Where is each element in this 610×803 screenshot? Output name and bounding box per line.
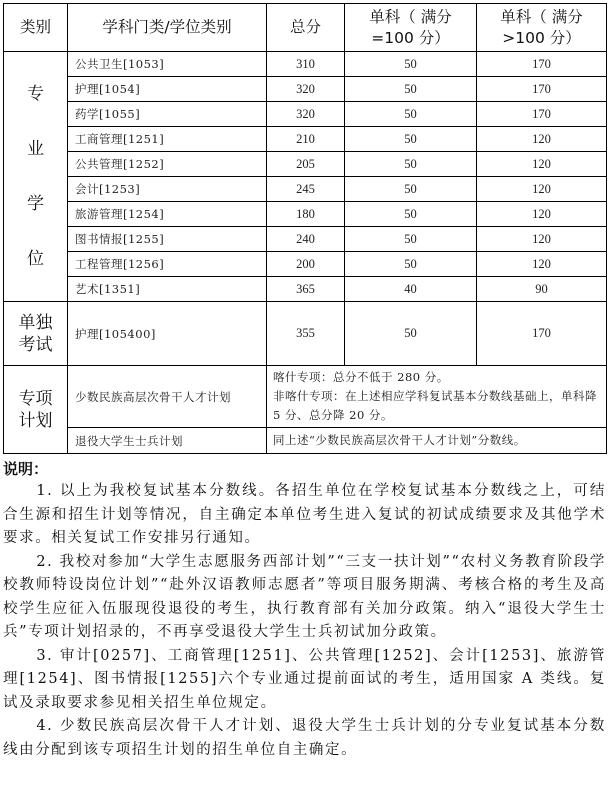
subject-cell: 公共卫生[1053] — [68, 52, 267, 77]
note-line: 非喀什专项：在上述相应学科复试基本分数线基础上，单科降 5 分、总分降 20 分。 — [273, 389, 597, 422]
single-100-cell: 50 — [345, 252, 477, 277]
subject-cell: 会计[1253] — [68, 177, 267, 202]
table-row — [4, 177, 607, 202]
category-char: 专 — [27, 83, 44, 104]
table-row — [4, 77, 607, 102]
category-line: 考试 — [18, 334, 53, 355]
single-100-cell: 40 — [345, 277, 477, 302]
single-over100-cell: 120 — [477, 127, 607, 152]
single-100-cell: 50 — [345, 202, 477, 227]
single-100-cell: 50 — [345, 227, 477, 252]
single-over100-cell: 120 — [477, 202, 607, 227]
header-single-over100: 单科（ 满分>100 分） — [477, 4, 607, 52]
table-row — [4, 302, 607, 366]
subject-cell: 艺术[1351] — [68, 277, 267, 302]
single-over100-cell: 120 — [477, 252, 607, 277]
score-table — [3, 3, 607, 454]
header-single-100: 单科（ 满分=100 分） — [345, 4, 477, 52]
subject-cell: 少数民族高层次骨干人才计划 — [68, 366, 267, 428]
total-cell: 365 — [267, 277, 345, 302]
special-plan-note — [267, 428, 607, 454]
category-char: 位 — [27, 248, 44, 269]
single-100-cell: 50 — [345, 77, 477, 102]
single-over100-cell: 170 — [477, 102, 607, 127]
single-over100-cell: 120 — [477, 152, 607, 177]
explanation-section — [3, 458, 606, 762]
subject-cell: 护理[1054] — [68, 77, 267, 102]
explanation-item: 4. 少数民族高层次骨干人才计划、退役大学生士兵计划的分专业复试基本分数线由分配到该专项招生计划的招生单位自主确定。 — [3, 718, 606, 758]
note-line: 喀什专项：总分不低于 280 分。 — [273, 370, 449, 384]
single-100-cell: 50 — [345, 177, 477, 202]
header-category: 类别 — [4, 4, 68, 52]
subject-cell: 工程管理[1256] — [68, 252, 267, 277]
single-over100-cell: 170 — [477, 52, 607, 77]
explanation-item: 1. 以上为我校复试基本分数线。各招生单位在学校复试基本分数线之上，可结合生源和招生计划等情况，自主确定本单位考生进入复试的初试成绩要求及其他学术要求。相关复试工作安排另行通知。 — [3, 483, 606, 546]
total-cell: 320 — [267, 102, 345, 127]
category-char: 学 — [27, 193, 44, 214]
table-header-row — [4, 4, 607, 52]
total-cell: 200 — [267, 252, 345, 277]
category-special-plan — [4, 366, 68, 454]
subject-cell: 公共管理[1252] — [68, 152, 267, 177]
table-row — [4, 127, 607, 152]
total-cell: 210 — [267, 127, 345, 152]
explanation-item: 3. 审计[0257]、工商管理[1251]、公共管理[1252]、会计[1253]、旅游管理[1254]、图书情报[1255]六个专业通过提前面试的考生，适用国家 A 类线。复试及录取要求参见相关招生单位规定。 — [3, 647, 606, 711]
table-row — [4, 252, 607, 277]
explanation-title: 说明： — [3, 460, 49, 478]
single-100-cell: 50 — [345, 102, 477, 127]
subject-cell: 旅游管理[1254] — [68, 202, 267, 227]
table-row — [4, 428, 607, 454]
table-row — [4, 102, 607, 127]
single-over100-cell: 90 — [477, 277, 607, 302]
table-row — [4, 202, 607, 227]
table-row — [4, 227, 607, 252]
subject-cell: 图书情报[1255] — [68, 227, 267, 252]
table-row — [4, 52, 607, 77]
subject-cell: 退役大学生士兵计划 — [68, 428, 267, 454]
category-line: 专项 — [18, 388, 53, 409]
total-cell: 310 — [267, 52, 345, 77]
single-100-cell: 50 — [345, 52, 477, 77]
table-row — [4, 366, 607, 428]
total-cell: 245 — [267, 177, 345, 202]
header-total: 总分 — [267, 4, 345, 52]
single-100-cell: 50 — [345, 152, 477, 177]
category-separate-exam — [4, 302, 68, 366]
total-cell: 205 — [267, 152, 345, 177]
single-over100-cell: 120 — [477, 227, 607, 252]
single-over100-cell: 120 — [477, 177, 607, 202]
subject-cell: 工商管理[1251] — [68, 127, 267, 152]
category-professional-degree — [4, 52, 68, 302]
single-over100-cell: 170 — [477, 77, 607, 102]
explanation-item: 2. 我校对参加“大学生志愿服务西部计划”“三支一扶计划”“农村义务教育阶段学校教师特设岗位计划”“赴外汉语教师志愿者”等项目服务期满、考核合格的考生及高校学生应征入伍服现役退役的考生，执行教育部有关加分政策。纳入“退役大学生士兵”专项计划招录的，不再享受退役大学生士兵初试加分政策。 — [3, 553, 606, 640]
table-row — [4, 152, 607, 177]
total-cell: 180 — [267, 202, 345, 227]
category-line: 单独 — [18, 312, 53, 333]
total-cell: 355 — [267, 302, 345, 366]
total-cell: 320 — [267, 77, 345, 102]
subject-cell: 药学[1055] — [68, 102, 267, 127]
note-line: 同上述“少数民族高层次骨干人才计划”分数线。 — [273, 433, 526, 447]
special-plan-note — [267, 366, 607, 428]
single-over100-cell: 170 — [477, 302, 607, 366]
table-row — [4, 277, 607, 302]
subject-cell: 护理[105400] — [68, 302, 267, 366]
single-100-cell: 50 — [345, 302, 477, 366]
single-100-cell: 50 — [345, 127, 477, 152]
category-line: 计划 — [18, 410, 53, 431]
header-subject: 学科门类/学位类别 — [68, 4, 267, 52]
total-cell: 240 — [267, 227, 345, 252]
category-char: 业 — [27, 138, 44, 159]
